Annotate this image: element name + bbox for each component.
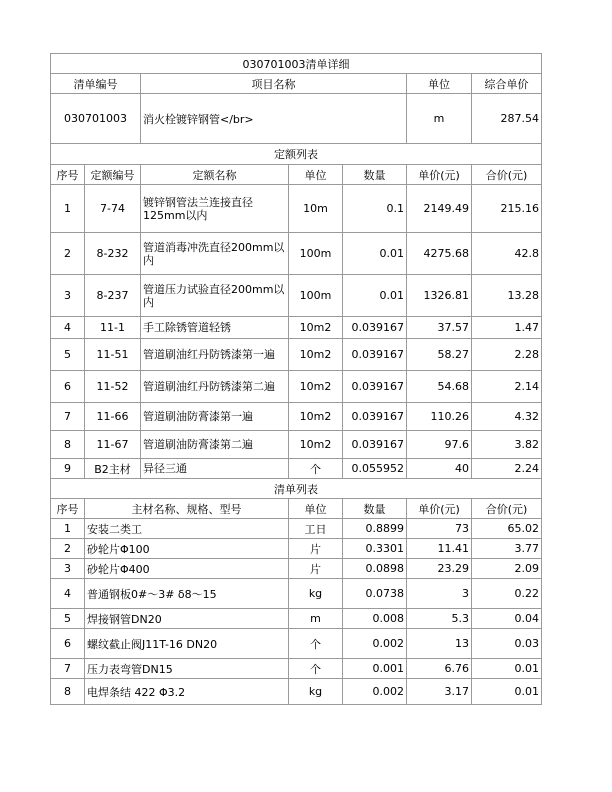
table-cell: 1 — [51, 519, 85, 539]
quota-row — [51, 339, 542, 371]
column-header: 单位 — [289, 499, 343, 519]
table-cell: 97.6 — [407, 431, 472, 459]
table-cell: 8-237 — [85, 275, 141, 317]
table-cell: 管道刷油红丹防锈漆第一遍 — [141, 339, 289, 371]
table-cell: 2149.49 — [407, 185, 472, 233]
table-cell: 0.01 — [343, 275, 407, 317]
table-cell: 10m — [289, 185, 343, 233]
table-cell: 8 — [51, 679, 85, 705]
table-cell: 10m2 — [289, 317, 343, 339]
table-cell: 73 — [407, 519, 472, 539]
table-cell: 异径三通 — [141, 459, 289, 479]
table-cell: 镀锌钢管法兰连接直径125mm以内 — [141, 185, 289, 233]
table-cell: 5.3 — [407, 609, 472, 629]
table-cell: 7 — [51, 403, 85, 431]
table-cell: 54.68 — [407, 371, 472, 403]
column-header: 序号 — [51, 499, 85, 519]
table-cell: kg — [289, 579, 343, 609]
table-cell: 安装二类工 — [85, 519, 289, 539]
table-cell: 0.01 — [343, 233, 407, 275]
table-cell: 8-232 — [85, 233, 141, 275]
quota-row — [51, 459, 542, 479]
quota-header-row — [51, 165, 542, 185]
table-cell: 压力表弯管DN15 — [85, 659, 289, 679]
column-header: 单位 — [289, 165, 343, 185]
material-row — [51, 579, 542, 609]
table-cell: 100m — [289, 233, 343, 275]
table-cell: 焊接钢管DN20 — [85, 609, 289, 629]
quota-rows — [51, 185, 542, 479]
table-cell: 2.09 — [472, 559, 542, 579]
quota-row — [51, 371, 542, 403]
material-row — [51, 519, 542, 539]
quota-row — [51, 185, 542, 233]
table-cell: 螺纹截止阀J11T-16 DN20 — [85, 629, 289, 659]
table-cell: 1.47 — [472, 317, 542, 339]
table-cell: m — [289, 609, 343, 629]
table-cell: 0.01 — [472, 679, 542, 705]
material-row — [51, 609, 542, 629]
table-cell: 3 — [51, 559, 85, 579]
table-cell: 42.8 — [472, 233, 542, 275]
table-cell: 个 — [289, 659, 343, 679]
material-row — [51, 559, 542, 579]
table-cell: 65.02 — [472, 519, 542, 539]
table-cell: 0.039167 — [343, 339, 407, 371]
table-cell: 11-1 — [85, 317, 141, 339]
table-cell: 13 — [407, 629, 472, 659]
table-cell: 2.14 — [472, 371, 542, 403]
table-cell: 0.039167 — [343, 431, 407, 459]
table-cell: 砂轮片Φ400 — [85, 559, 289, 579]
table-cell: 2.24 — [472, 459, 542, 479]
table-cell: 0.0898 — [343, 559, 407, 579]
table-cell: 0.8899 — [343, 519, 407, 539]
table-cell: 10m2 — [289, 431, 343, 459]
table-cell: 0.002 — [343, 629, 407, 659]
header-code: 清单编号 — [51, 74, 141, 94]
table-cell: 10m2 — [289, 403, 343, 431]
table-cell: 7 — [51, 659, 85, 679]
table-cell: 1 — [51, 185, 85, 233]
table-cell: 管道刷油防膏漆第一遍 — [141, 403, 289, 431]
table-cell: 11.41 — [407, 539, 472, 559]
table-cell: 电焊条结 422 Φ3.2 — [85, 679, 289, 705]
item-row — [51, 94, 542, 144]
column-header: 单价(元) — [407, 499, 472, 519]
quota-section-title: 定额列表 — [51, 144, 542, 165]
table-cell: 0.22 — [472, 579, 542, 609]
table-cell: 3.82 — [472, 431, 542, 459]
table-cell: 0.03 — [472, 629, 542, 659]
item-unit: m — [407, 94, 472, 144]
table-cell: 40 — [407, 459, 472, 479]
table-cell: kg — [289, 679, 343, 705]
table-cell: B2主材 — [85, 459, 141, 479]
table-cell: 0.1 — [343, 185, 407, 233]
table-cell: 管道压力试验直径200mm以内 — [141, 275, 289, 317]
table-cell: 23.29 — [407, 559, 472, 579]
table-cell: 11-67 — [85, 431, 141, 459]
table-cell: 2 — [51, 233, 85, 275]
quota-row — [51, 403, 542, 431]
table-cell: 0.0738 — [343, 579, 407, 609]
table-cell: 37.57 — [407, 317, 472, 339]
table-cell: 普通钢板0#～3# δ8～15 — [85, 579, 289, 609]
item-code: 030701003 — [51, 94, 141, 144]
quota-row — [51, 233, 542, 275]
column-header: 单价(元) — [407, 165, 472, 185]
column-header: 数量 — [343, 165, 407, 185]
table-cell: 0.039167 — [343, 317, 407, 339]
column-header: 序号 — [51, 165, 85, 185]
column-header: 数量 — [343, 499, 407, 519]
material-row — [51, 629, 542, 659]
table-cell: 3.77 — [472, 539, 542, 559]
bill-detail-table — [50, 53, 542, 705]
header-unit: 单位 — [407, 74, 472, 94]
table-cell: 11-51 — [85, 339, 141, 371]
table-cell: 0.039167 — [343, 371, 407, 403]
table-cell: 3.17 — [407, 679, 472, 705]
material-section-row — [51, 479, 542, 499]
table-cell: 10m2 — [289, 339, 343, 371]
column-header: 定额名称 — [141, 165, 289, 185]
table-cell: 5 — [51, 609, 85, 629]
column-header: 合价(元) — [472, 499, 542, 519]
table-cell: 管道刷油红丹防锈漆第二遍 — [141, 371, 289, 403]
material-section-title: 清单列表 — [51, 479, 542, 499]
table-cell: 管道刷油防膏漆第二遍 — [141, 431, 289, 459]
table-cell: 0.001 — [343, 659, 407, 679]
table-cell: 13.28 — [472, 275, 542, 317]
material-header-row — [51, 499, 542, 519]
table-cell: 管道消毒冲洗直径200mm以内 — [141, 233, 289, 275]
table-cell: 片 — [289, 559, 343, 579]
quota-row — [51, 317, 542, 339]
header-price: 综合单价 — [472, 74, 542, 94]
table-cell: 手工除锈管道轻锈 — [141, 317, 289, 339]
table-cell: 0.01 — [472, 659, 542, 679]
material-row — [51, 679, 542, 705]
table-cell: 10m2 — [289, 371, 343, 403]
table-cell: 0.3301 — [343, 539, 407, 559]
table-cell: 片 — [289, 539, 343, 559]
table-cell: 4.32 — [472, 403, 542, 431]
table-cell: 58.27 — [407, 339, 472, 371]
item-header-row — [51, 74, 542, 94]
table-cell: 4 — [51, 579, 85, 609]
quota-section-row — [51, 144, 542, 165]
table-cell: 4 — [51, 317, 85, 339]
quota-row — [51, 431, 542, 459]
table-cell: 0.039167 — [343, 403, 407, 431]
table-cell: 2.28 — [472, 339, 542, 371]
table-cell: 5 — [51, 339, 85, 371]
table-cell: 砂轮片Φ100 — [85, 539, 289, 559]
table-cell: 8 — [51, 431, 85, 459]
table-cell: 6.76 — [407, 659, 472, 679]
table-cell: 工日 — [289, 519, 343, 539]
material-rows — [51, 519, 542, 705]
table-cell: 3 — [51, 275, 85, 317]
header-name: 项目名称 — [141, 74, 407, 94]
table-cell: 6 — [51, 371, 85, 403]
item-price: 287.54 — [472, 94, 542, 144]
table-cell: 个 — [289, 629, 343, 659]
table-cell: 0.002 — [343, 679, 407, 705]
table-cell: 1326.81 — [407, 275, 472, 317]
quota-row — [51, 275, 542, 317]
title-row — [51, 54, 542, 74]
table-cell: 110.26 — [407, 403, 472, 431]
table-cell: 11-66 — [85, 403, 141, 431]
column-header: 主材名称、规格、型号 — [85, 499, 289, 519]
table-cell: 个 — [289, 459, 343, 479]
table-cell: 0.008 — [343, 609, 407, 629]
item-name: 消火栓镀锌钢管</br> — [141, 94, 407, 144]
table-cell: 6 — [51, 629, 85, 659]
table-cell: 3 — [407, 579, 472, 609]
table-cell: 0.04 — [472, 609, 542, 629]
table-cell: 4275.68 — [407, 233, 472, 275]
table-cell: 2 — [51, 539, 85, 559]
table-cell: 0.055952 — [343, 459, 407, 479]
column-header: 定额编号 — [85, 165, 141, 185]
material-row — [51, 659, 542, 679]
table-cell: 7-74 — [85, 185, 141, 233]
table-cell: 100m — [289, 275, 343, 317]
table-cell: 9 — [51, 459, 85, 479]
sheet-title: 030701003清单详细 — [51, 54, 542, 74]
table-cell: 215.16 — [472, 185, 542, 233]
column-header: 合价(元) — [472, 165, 542, 185]
material-row — [51, 539, 542, 559]
table-cell: 11-52 — [85, 371, 141, 403]
